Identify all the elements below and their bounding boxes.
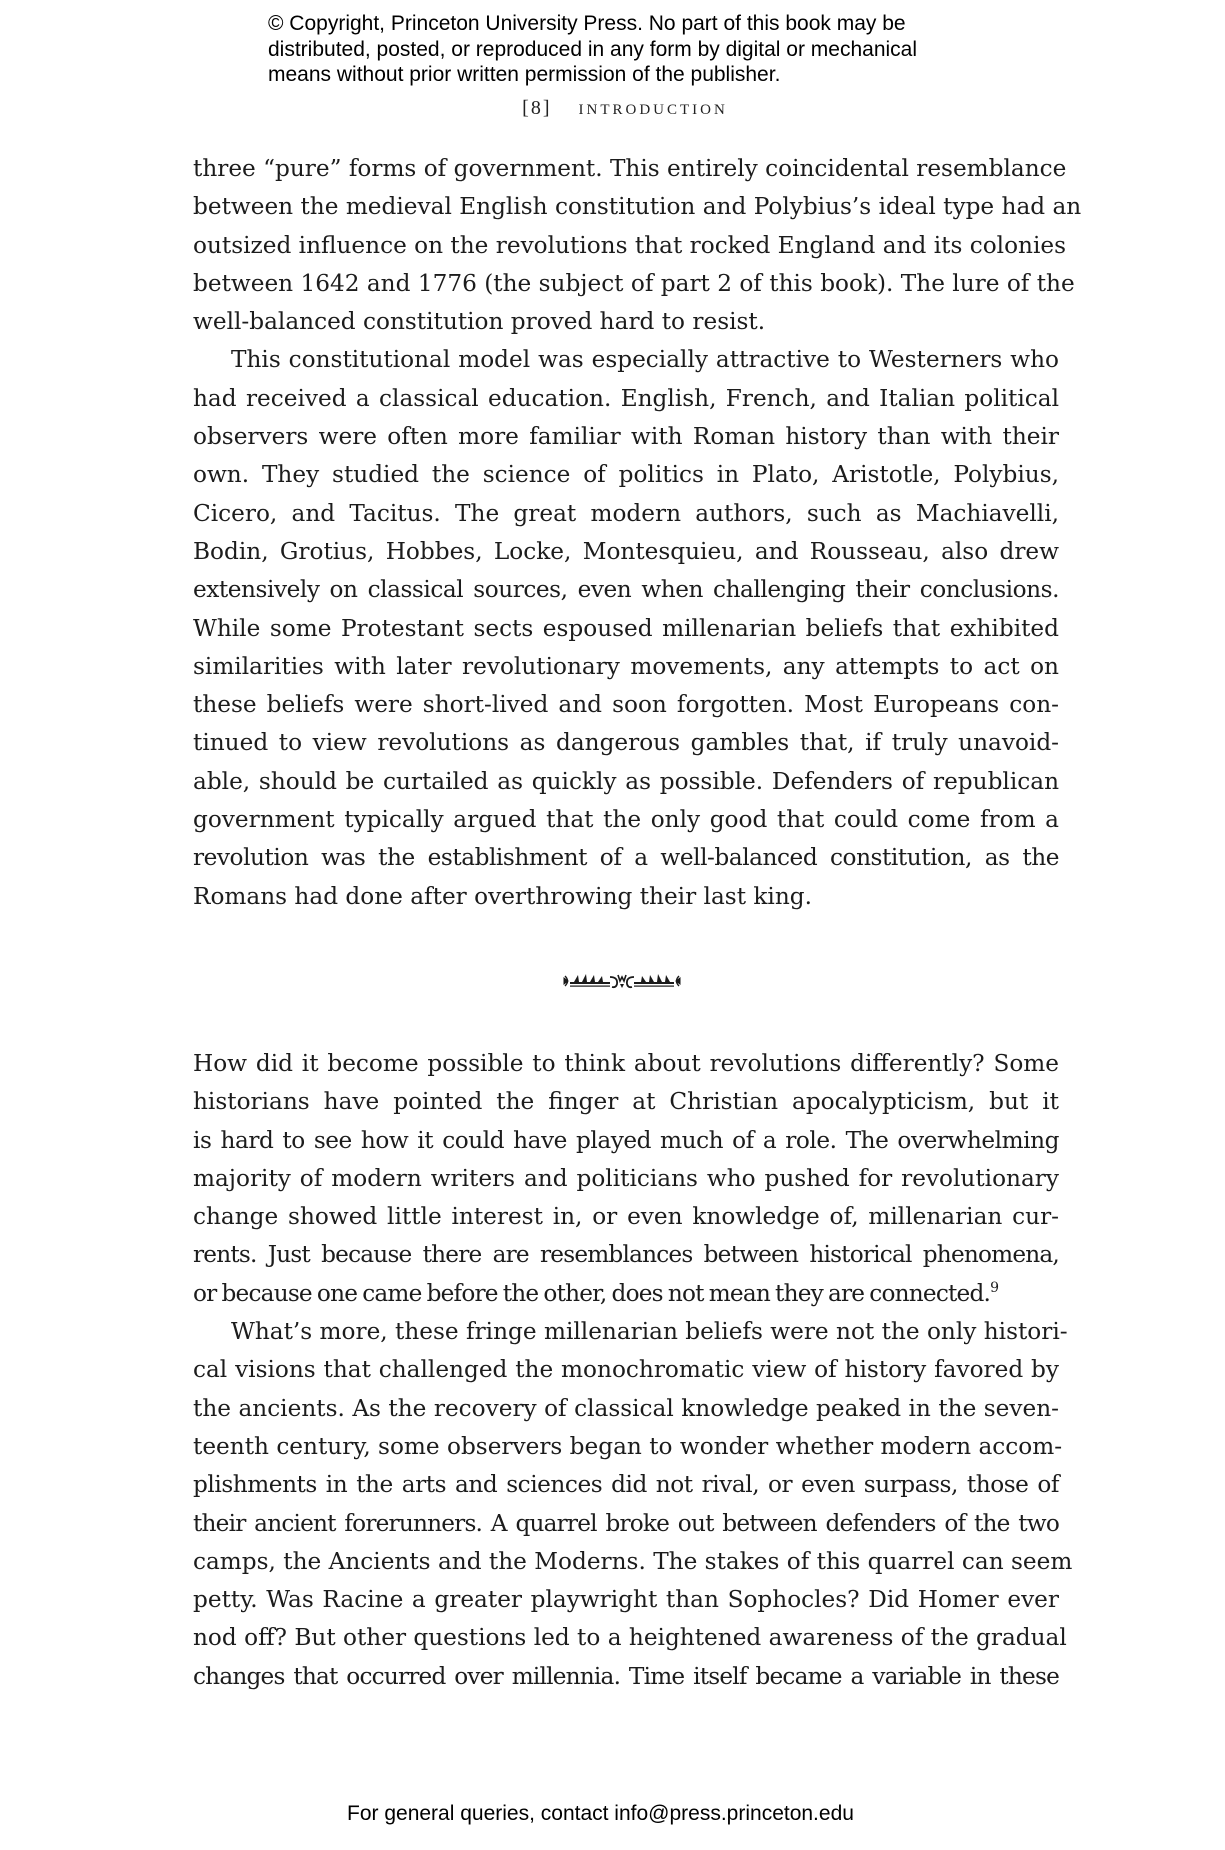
text-line: camps, the Ancients and the Moderns. The stakes of this quarrel can seem — [193, 1547, 1073, 1575]
text-line: government typically argued that the only good that could come from a — [193, 806, 1059, 834]
text-line: their ancient forerunners. A quarrel broke out between defenders of the two — [193, 1509, 1059, 1537]
paragraph — [193, 341, 1059, 915]
copyright-line: distributed, posted, or reproduced in any form by digital or mechanical — [268, 37, 918, 61]
text-line: extensively on classical sources, even when challenging their conclusions. — [193, 576, 1059, 604]
text-line: outsized influence on the revolutions that rocked England and its colonies — [193, 231, 1067, 259]
body-section-1 — [193, 150, 1082, 916]
text-line: cal visions that challenged the monochromatic view of history favored by — [193, 1356, 1059, 1384]
text-line: nod off? But other questions led to a heightened awareness of the gradual — [193, 1624, 1067, 1652]
running-head — [0, 93, 1225, 122]
text-line: between the medieval English constitution and Polybius’s ideal type had an — [193, 193, 1082, 221]
copyright-line: © Copyright, Princeton University Press. No part of this book may be — [268, 12, 906, 35]
text-line: plishments in the arts and sciences did not rival, or even surpass, those of — [193, 1471, 1059, 1499]
text-line: Cicero, and Tacitus. The great modern authors, such as Machiavelli, — [193, 499, 1059, 527]
text-line: tinued to view revolutions as dangerous gambles that, if truly unavoid- — [193, 729, 1059, 757]
chapter-title: introduction — [578, 94, 728, 119]
text-line: revolution was the establishment of a well-balanced constitution, as the — [193, 844, 1059, 872]
paragraph — [193, 150, 1082, 341]
text-line: these beliefs were short-lived and soon forgotten. Most Europeans con- — [193, 691, 1059, 719]
text-line: rents. Just because there are resemblances between historical phenomena, — [193, 1241, 1059, 1269]
text-line: had received a classical education. English, French, and Italian political — [193, 384, 1059, 412]
section-break-fleuron-icon — [562, 967, 682, 993]
copyright-line: means without prior written permission of the publisher. — [268, 63, 781, 86]
text-line: historians have pointed the finger at Christian apocalypticism, but it — [193, 1088, 1059, 1116]
text-line: own. They studied the science of politics in Plato, Aristotle, Polybius, — [193, 461, 1059, 489]
text-line: changes that occurred over millennia. Time itself became a variable in these — [193, 1662, 1059, 1690]
text-line: Romans had done after overthrowing their last king. — [193, 882, 812, 910]
text-line: three “pure” forms of government. This entirely coincidental resemblance — [193, 155, 1067, 182]
text-line: the ancients. As the recovery of classical knowledge peaked in the seven- — [193, 1394, 1059, 1422]
text-line: well-balanced constitution proved hard to resist. — [193, 308, 766, 336]
text-line: petty. Was Racine a greater playwright than Sophocles? Did Homer ever — [193, 1586, 1059, 1614]
text-line: is hard to see how it could have played much of a role. The overwhelming — [193, 1126, 1059, 1154]
text-line: How did it become possible to think about revolutions differently? Some — [193, 1050, 1059, 1077]
text-line: Bodin, Grotius, Hobbes, Locke, Montesquieu, and Rousseau, also drew — [193, 537, 1059, 565]
text-line: able, should be curtailed as quickly as possible. Defenders of republican — [193, 767, 1059, 795]
text-line: change showed little interest in, or even knowledge of, millenarian cur- — [193, 1203, 1059, 1231]
text-line: similarities with later revolutionary movements, any attempts to act on — [193, 652, 1059, 680]
paragraph — [193, 1313, 1073, 1696]
text-line: While some Protestant sects espoused millenarian beliefs that exhibited — [193, 614, 1059, 642]
footer-contact: For general queries, contact info@press.princeton.edu — [347, 1802, 854, 1825]
body-section-2 — [193, 1045, 1073, 1696]
text-line: This constitutional model was especially attractive to Westerners who — [231, 346, 1059, 374]
line-text: or because one came before the other, does not mean they are connected. — [193, 1279, 991, 1307]
paragraph — [193, 1045, 1059, 1313]
text-line: What’s more, these fringe millenarian beliefs were not the only histori- — [231, 1318, 1068, 1346]
copyright-notice — [268, 11, 968, 88]
footnote-marker[interactable]: 9 — [990, 1279, 999, 1296]
text-line — [193, 1275, 1059, 1313]
text-line: between 1642 and 1776 (the subject of part 2 of this book). The lure of the — [193, 269, 1075, 297]
text-line: majority of modern writers and politicians who pushed for revolutionary — [193, 1164, 1059, 1192]
text-line: teenth century, some observers began to wonder whether modern accom- — [193, 1432, 1063, 1460]
page-number: [8] — [522, 97, 552, 119]
text-line: observers were often more familiar with Roman history than with their — [193, 423, 1059, 451]
